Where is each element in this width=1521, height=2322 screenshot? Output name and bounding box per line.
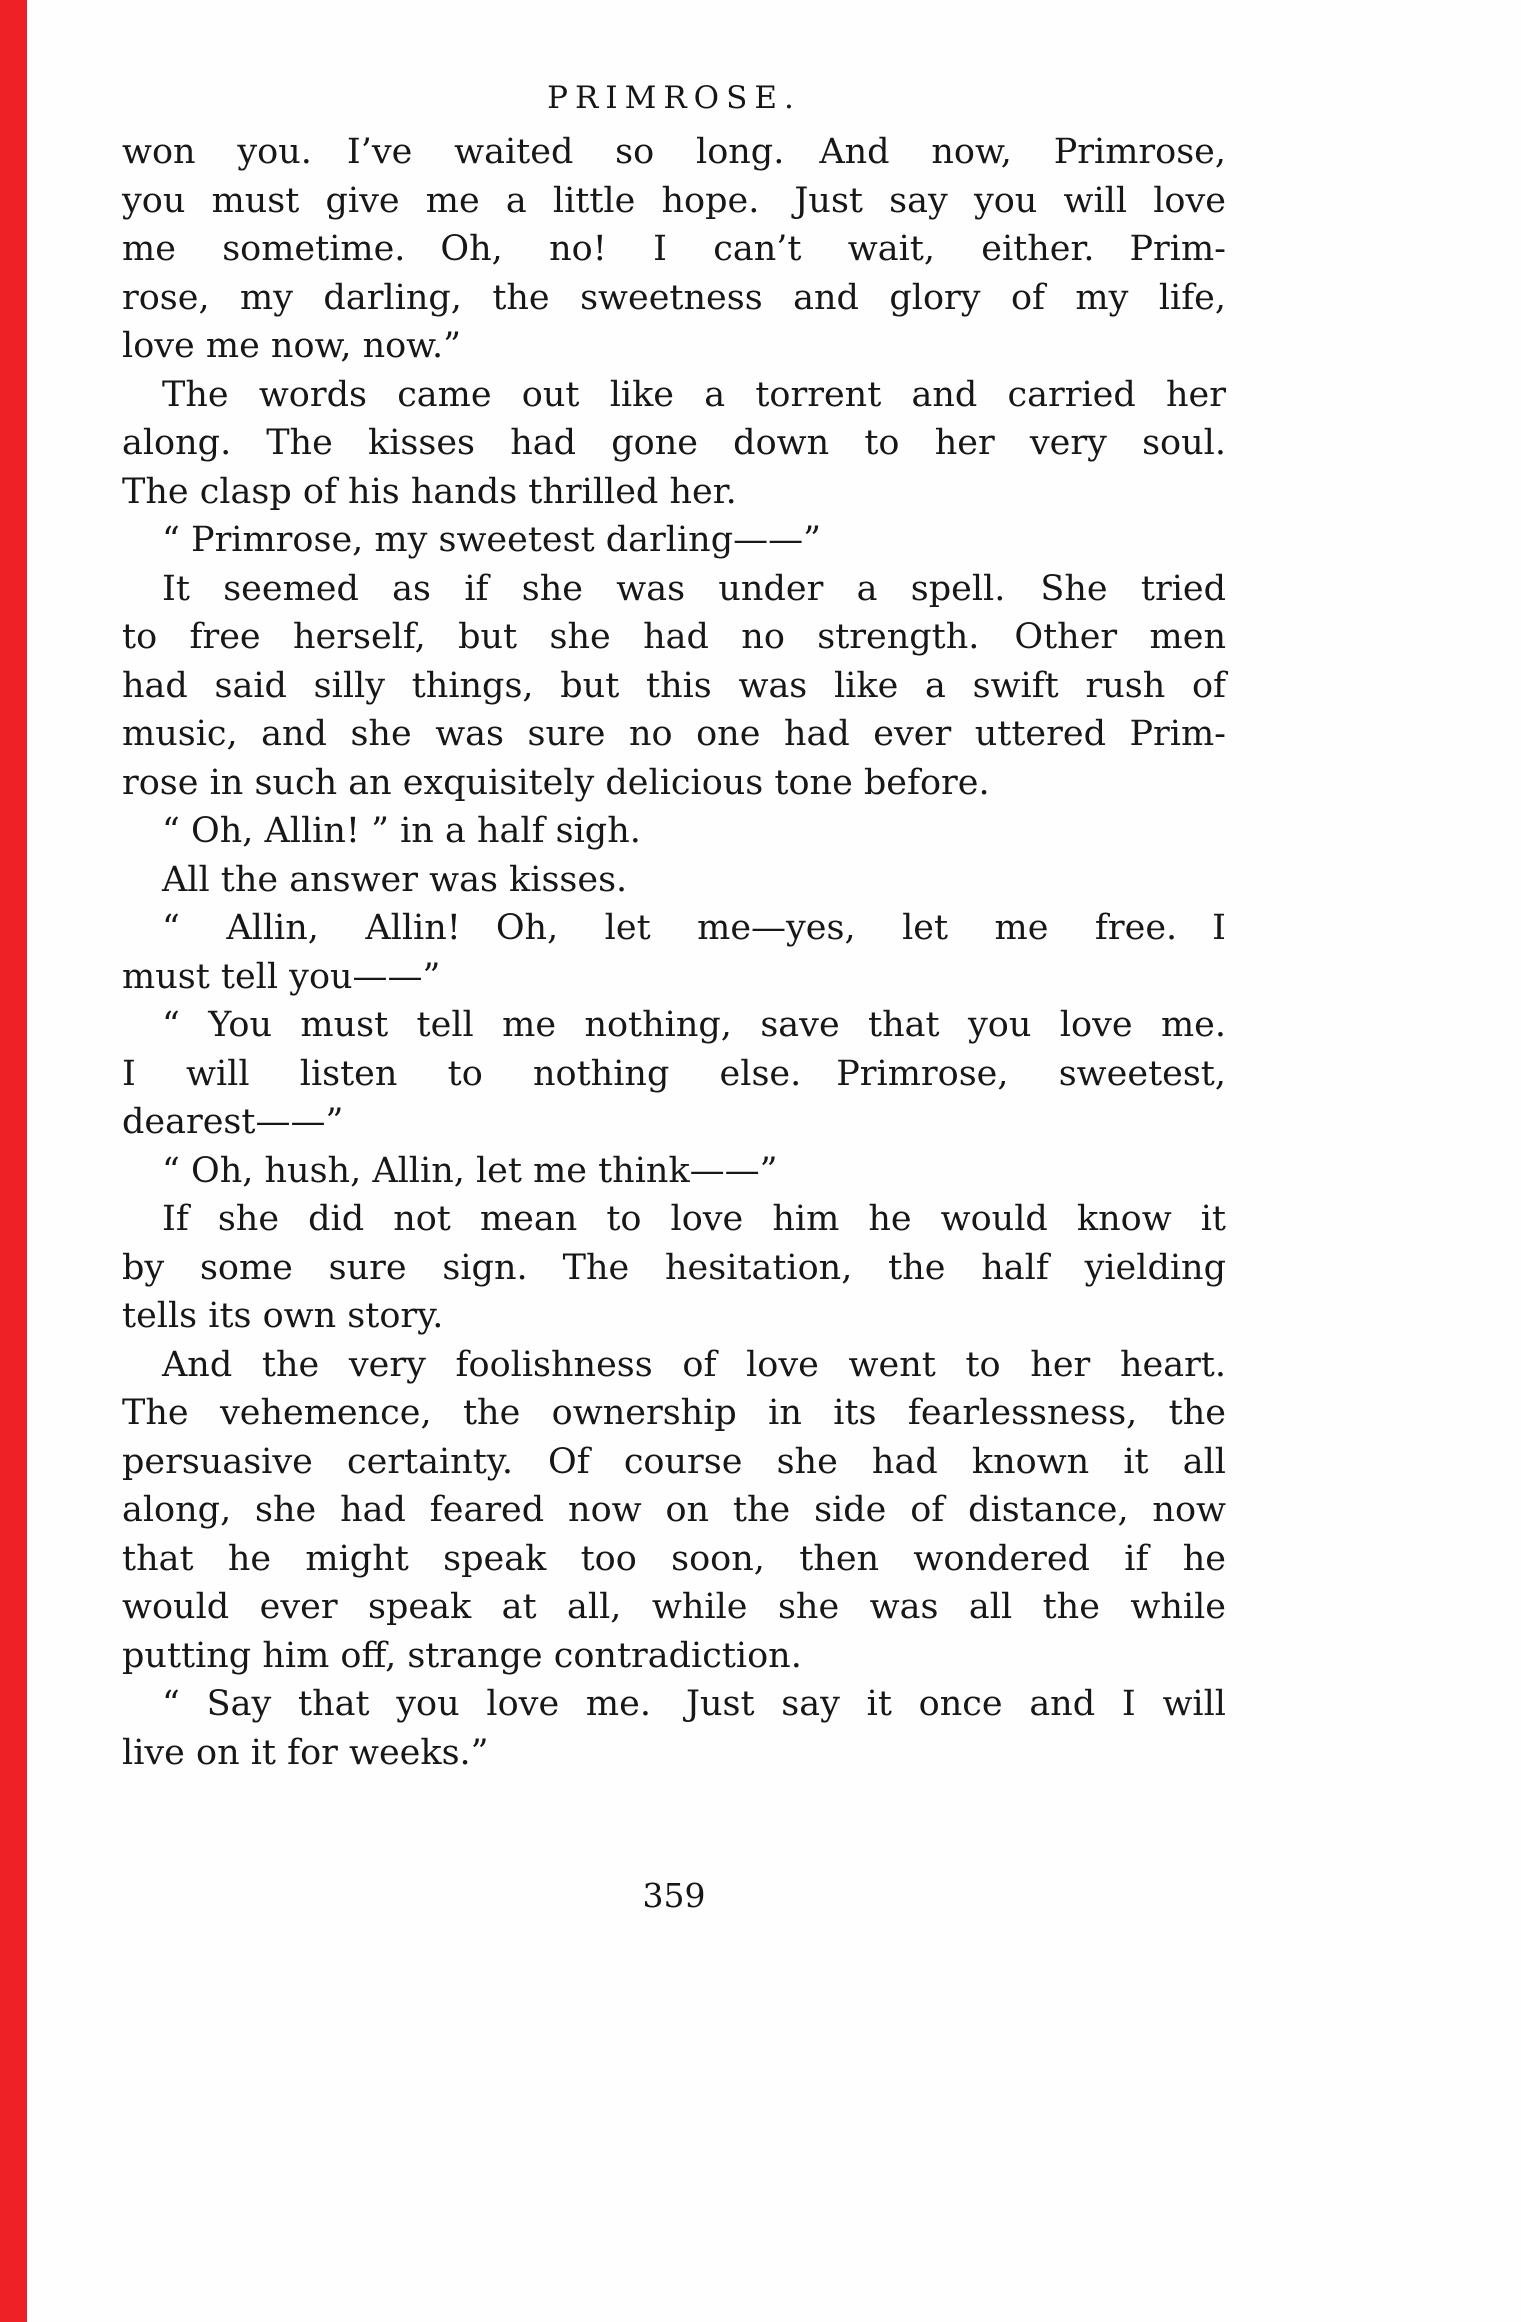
text-line: you must give me a little hope. Just say you will love xyxy=(122,180,1226,221)
text-line: putting him off, strange contradiction. xyxy=(122,1635,802,1676)
text-line: “ Say that you love me. Just say it once and I will xyxy=(162,1684,1226,1724)
text-line: All the answer was kisses. xyxy=(162,859,628,900)
text-line: And the very foolishness of love went to her heart. xyxy=(162,1344,1226,1385)
text-line: must tell you——” xyxy=(122,956,441,997)
text-line: love me now, now.” xyxy=(122,326,462,366)
text-line: The clasp of his hands thrilled her. xyxy=(122,471,737,512)
text-line: tells its own story. xyxy=(122,1296,444,1336)
text-line: along. The kisses had gone down to her very soul. xyxy=(122,423,1226,463)
text-line: dearest——” xyxy=(122,1102,344,1142)
page-number: 359 xyxy=(642,1876,706,1915)
text-line: persuasive certainty. Of course she had known it all xyxy=(122,1441,1226,1482)
text-line: won you. I’ve waited so long. And now, Primrose, xyxy=(122,132,1226,172)
text-line: “ Oh, Allin! ” in a half sigh. xyxy=(162,811,641,851)
text-line: that he might speak too soon, then wondered if he xyxy=(122,1538,1226,1579)
text-body xyxy=(122,128,1226,1777)
text-line: If she did not mean to love him he would know it xyxy=(162,1199,1226,1239)
text-line: along, she had feared now on the side of distance, now xyxy=(122,1490,1226,1530)
text-line: rose, my darling, the sweetness and glory of my life, xyxy=(122,277,1226,318)
text-line: would ever speak at all, while she was all the while xyxy=(122,1587,1226,1627)
text-line: me sometime. Oh, no! I can’t wait, either. Prim- xyxy=(122,229,1226,269)
text-line: “ Primrose, my sweetest darling——” xyxy=(162,520,822,560)
text-line: I will listen to nothing else. Primrose, sweetest, xyxy=(122,1053,1226,1094)
text-line: had said silly things, but this was like a swift rush of xyxy=(122,665,1226,706)
book-edge-red-strip xyxy=(0,0,27,2322)
text-line: “ Oh, hush, Allin, let me think——” xyxy=(162,1150,778,1191)
text-line: The words came out like a torrent and carried her xyxy=(162,374,1226,415)
text-line: by some sure sign. The hesitation, the half yielding xyxy=(122,1247,1226,1288)
text-line: music, and she was sure no one had ever uttered Prim- xyxy=(122,714,1226,754)
text-line: “ You must tell me nothing, save that you love me. xyxy=(162,1005,1226,1045)
text-line: to free herself, but she had no strength. Other men xyxy=(122,617,1226,657)
text-line: “ Allin, Allin! Oh, let me—yes, let me free. I xyxy=(162,908,1226,948)
text-line: live on it for weeks.” xyxy=(122,1732,489,1773)
text-line: It seemed as if she was under a spell. She tried xyxy=(162,568,1226,609)
text-line: rose in such an exquisitely delicious tone before. xyxy=(122,762,990,803)
page-title: PRIMROSE. xyxy=(547,80,801,116)
text-line: The vehemence, the ownership in its fearlessness, the xyxy=(122,1393,1226,1433)
